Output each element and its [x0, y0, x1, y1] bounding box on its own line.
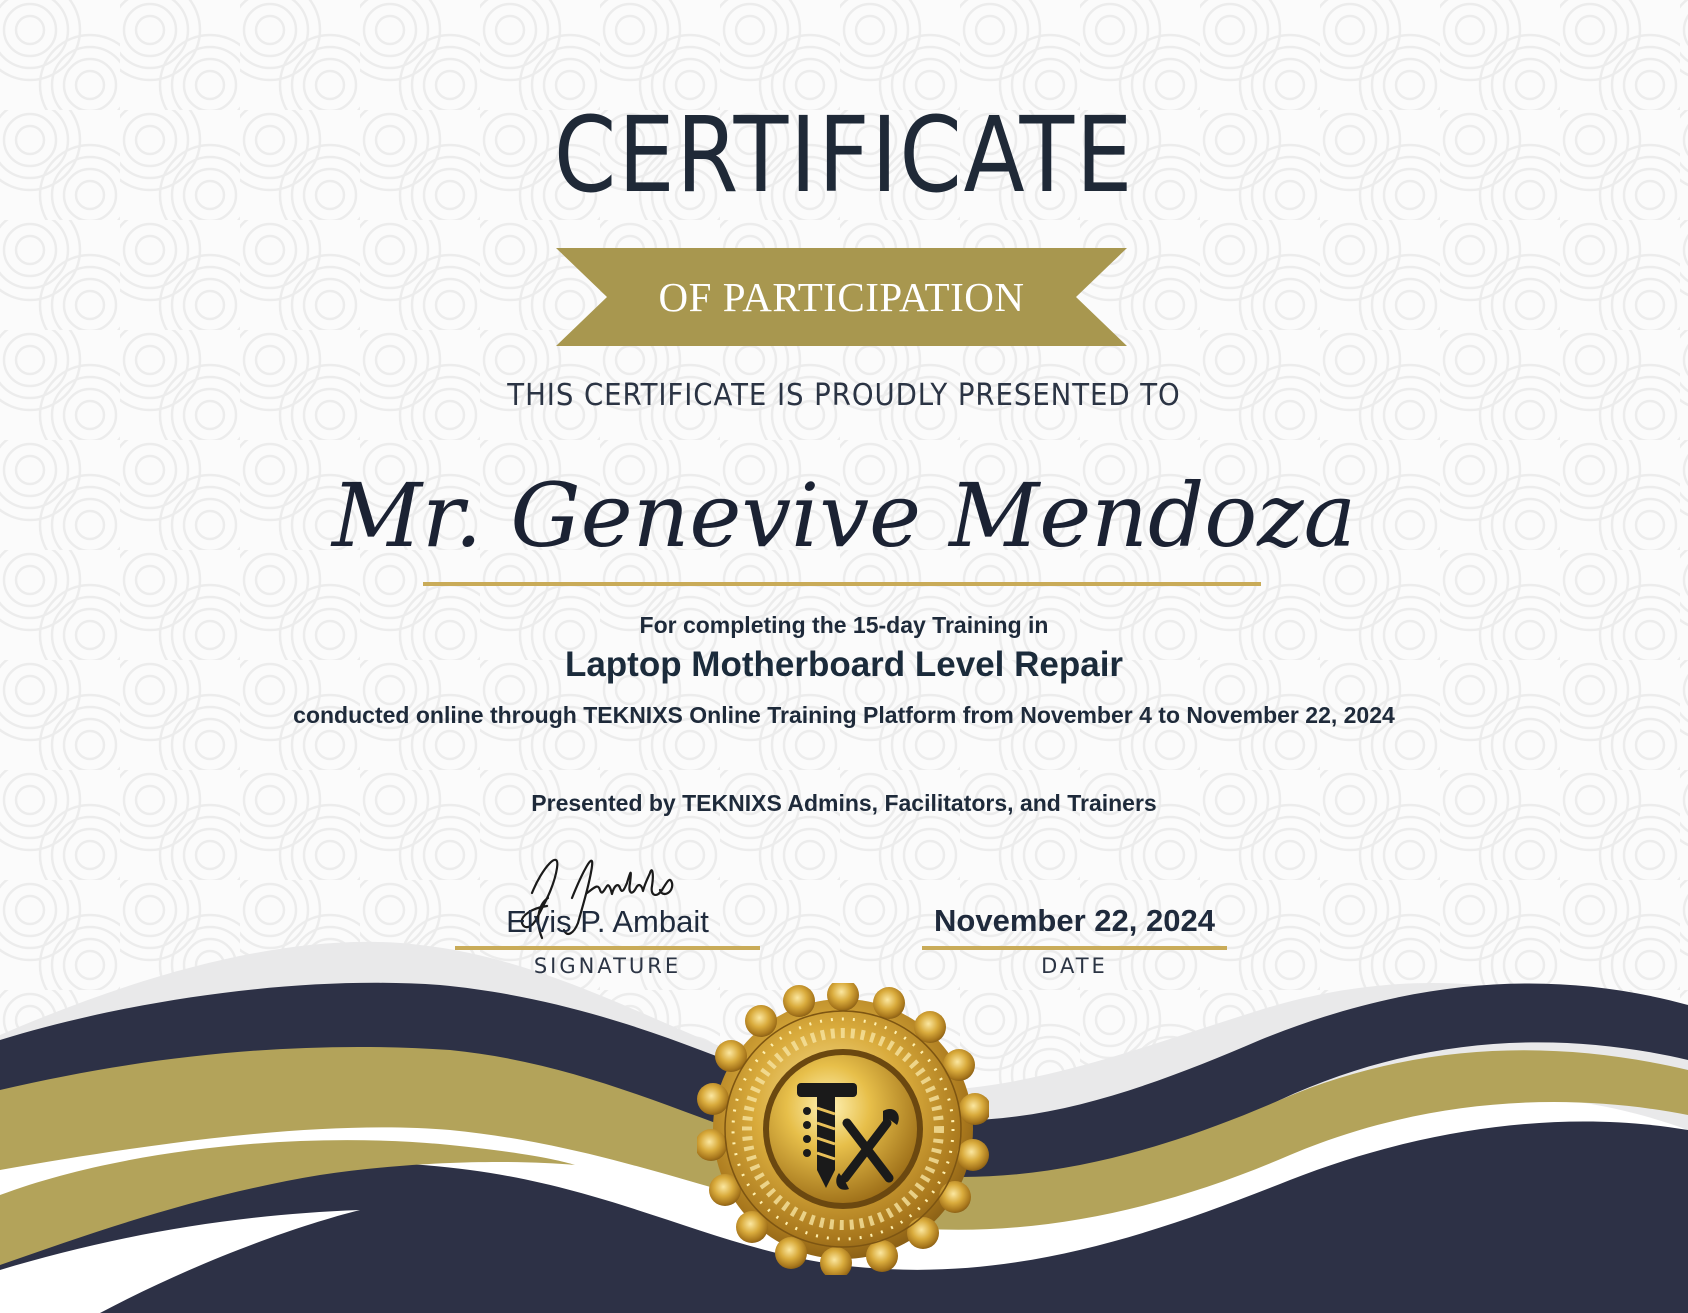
completing-text: For completing the 15-day Training in — [639, 612, 1049, 638]
course-title: Laptop Motherboard Level Repair — [564, 645, 1124, 684]
date-value: November 22, 2024 — [934, 903, 1215, 938]
conducted-text: conducted online through TEKNIXS Online Training Platform from November 4 to November 22, 2024 — [293, 702, 1395, 728]
signature-label: SIGNATURE — [533, 954, 682, 978]
certificate-title: CERTIFICATE — [553, 94, 1135, 216]
signature-line — [455, 946, 760, 950]
presented-by-text: Presented by TEKNIXS Admins, Facilitators, and Trainers — [531, 790, 1157, 816]
gold-seal-icon — [697, 983, 989, 1275]
date-label: DATE — [1041, 954, 1108, 978]
certificate-subtitle: OF PARTICIPATION — [658, 274, 1025, 320]
handwritten-signature — [512, 838, 712, 958]
date-line — [922, 946, 1227, 950]
signer-name: Elvis P. Ambait — [506, 904, 709, 939]
presented-to-text: THIS CERTIFICATE IS PROUDLY PRESENTED TO — [507, 378, 1181, 413]
recipient-name: Mr. Genevive Mendoza — [331, 464, 1357, 567]
recipient-underline — [423, 582, 1261, 586]
